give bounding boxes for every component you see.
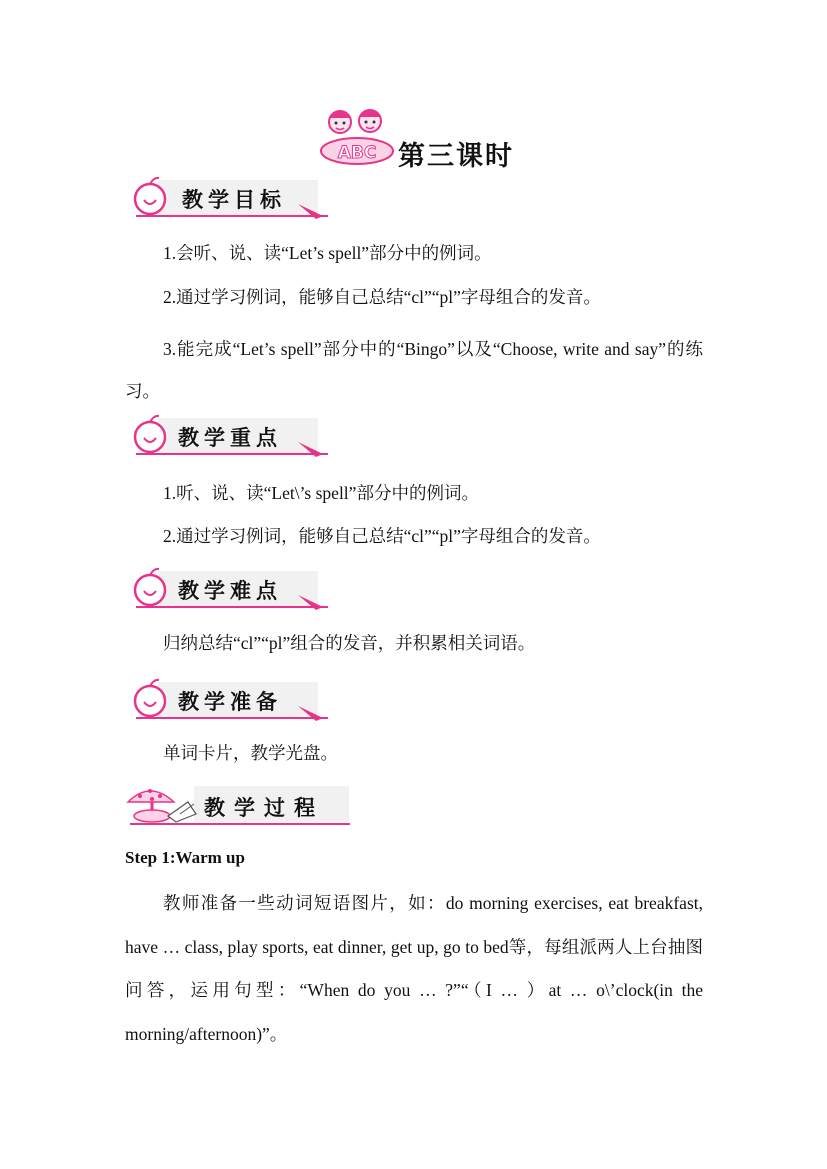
section-header-goals [128,172,338,224]
section-title: 教学重点 [178,426,282,450]
section-header-key-points [128,410,338,462]
section-header-process [122,776,354,834]
difficulty-item-1: 归纳总结“cl”“pl”组合的发音，并积累相关词语。 [163,633,536,653]
lesson-title-block [312,100,522,170]
step-1-text: 教师准备一些动词短语图片，如：do morning exercises, eat breakfast, have … class, play sports, eat dinner, get up, go to bed等，每组派两人上台抽图问答，运用句型：“When do you … ?”“（I … ）at … o\’clock(in the morning/afternoon)”。 [125,893,703,1044]
preparation-item-1: 单词卡片，教学光盘。 [163,743,338,763]
section-header-preparation [128,674,338,726]
lesson-title: 第三课时 [398,141,514,172]
section-header-difficulties [128,563,338,615]
section-title: 教学过程 [204,796,324,820]
goal-item-2: 2.通过学习例词，能够自己总结“cl”“pl”字母组合的发音。 [163,287,601,307]
section-title: 教学准备 [178,690,282,714]
key-point-item-2: 2.通过学习例词，能够自己总结“cl”“pl”字母组合的发音。 [163,526,601,546]
goal-item-3: 3.能完成“Let’s spell”部分中的“Bingo”以及“Choose, write and say”的练习。 [125,339,703,401]
section-title: 教学难点 [178,579,282,603]
step-1-title: Step 1:Warm up [125,848,245,867]
kids-abc-icon [312,100,402,170]
goal-item-1: 1.会听、说、读“Let’s spell”部分中的例词。 [163,243,492,263]
svg-text:ABC: ABC [337,143,377,163]
section-title: 教学目标 [182,188,286,212]
key-point-item-1: 1.听、说、读“Let\’s spell”部分中的例词。 [163,483,479,503]
